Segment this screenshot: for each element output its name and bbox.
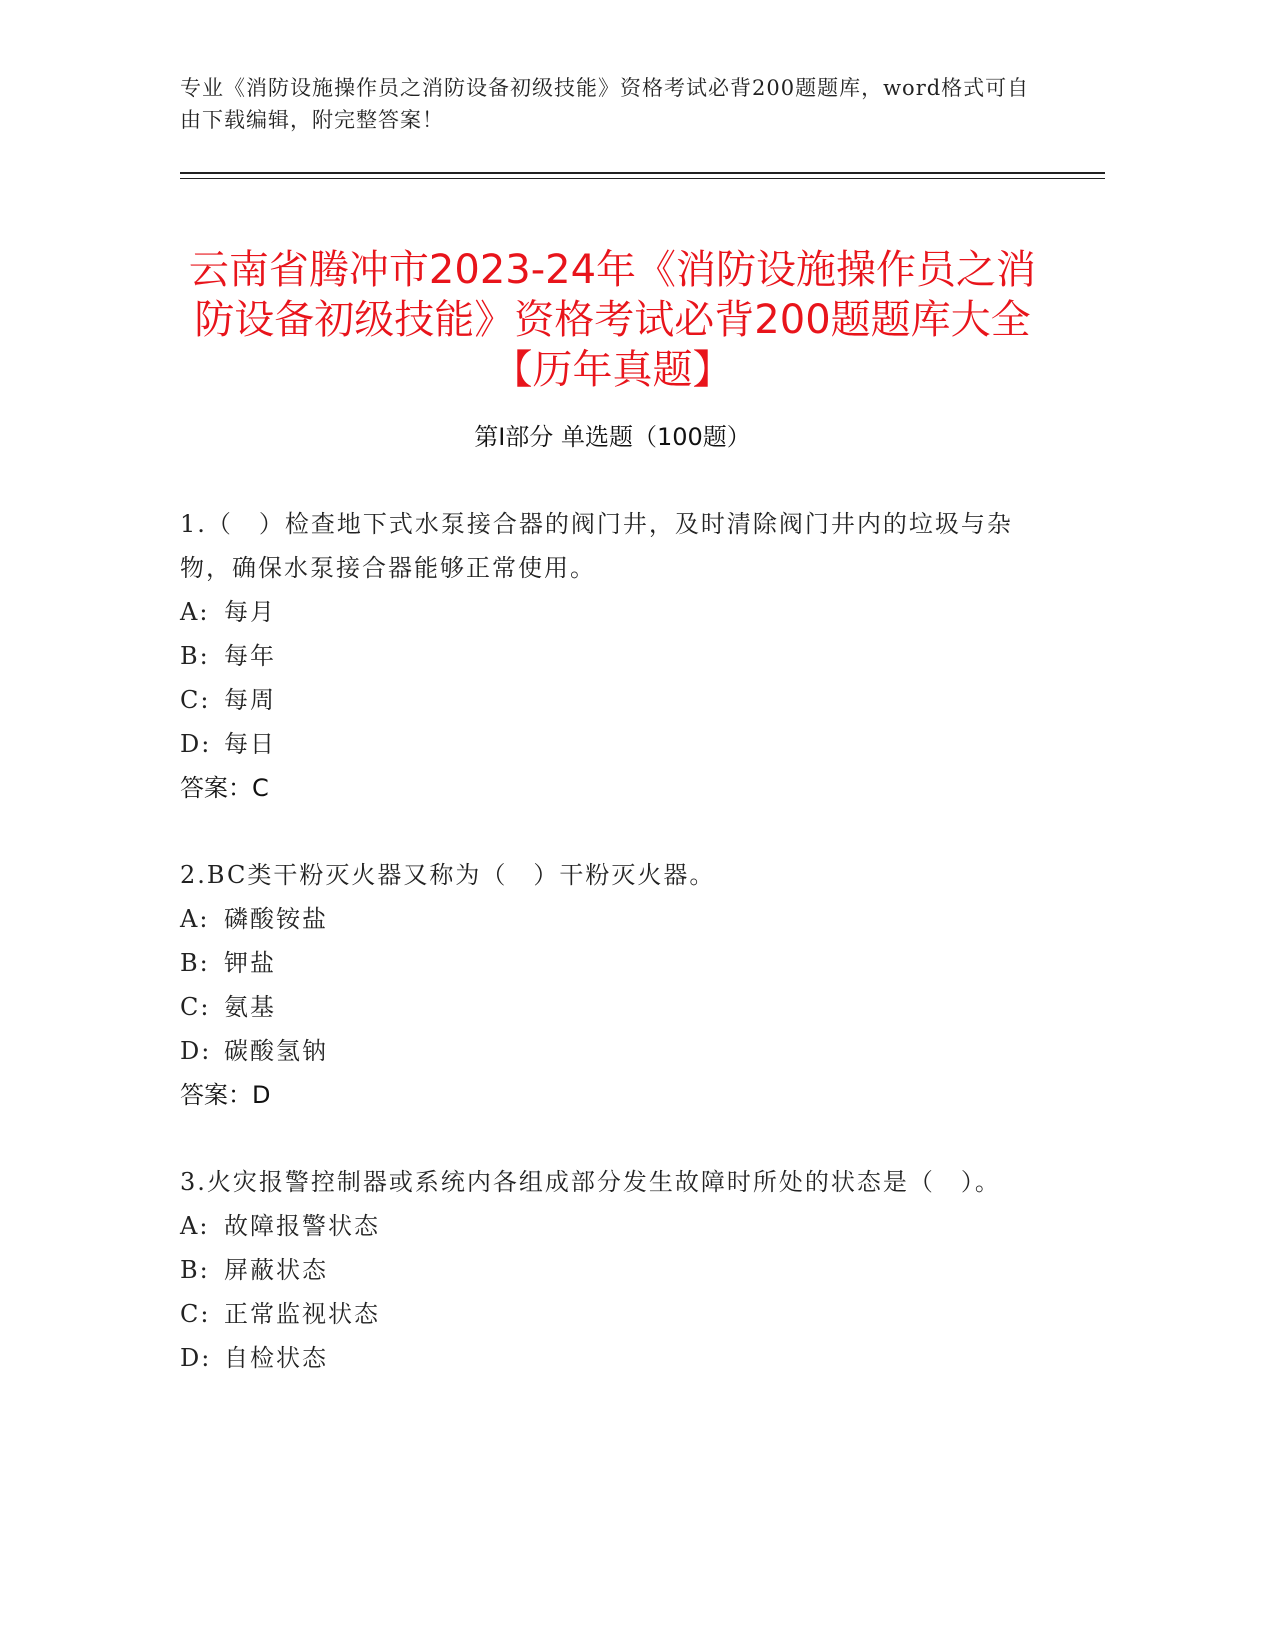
- option-b: [180, 941, 1030, 985]
- option-text: 每月: [224, 598, 276, 626]
- option-key: D:: [180, 1037, 212, 1065]
- answer-line: 答案：C: [180, 774, 269, 802]
- section-title: 第Ⅰ部分 单选题（100题）: [474, 423, 751, 451]
- option-c: [180, 1292, 1030, 1336]
- option-text: 自检状态: [224, 1344, 328, 1372]
- option-text: 屏蔽状态: [224, 1256, 328, 1284]
- option-c: [180, 985, 1030, 1029]
- header-rule-thick: [180, 172, 1105, 174]
- header-rule-thin: [180, 178, 1105, 179]
- option-key: C:: [180, 686, 211, 714]
- option-key: B:: [180, 949, 210, 977]
- option-key: D:: [180, 1344, 212, 1372]
- question-2: [180, 853, 1030, 1117]
- option-text: 碳酸氢钠: [224, 1037, 328, 1065]
- question-stem: 1.（ ）检查地下式水泵接合器的阀门井，及时清除阀门井内的垃圾与杂物，确保水泵接合器能够正常使用。: [180, 510, 1013, 582]
- question-1: [180, 502, 1030, 810]
- question-3: [180, 1160, 1030, 1380]
- option-key: D:: [180, 730, 212, 758]
- option-text: 磷酸铵盐: [224, 905, 328, 933]
- option-key: C:: [180, 1300, 211, 1328]
- option-key: A:: [180, 598, 210, 626]
- option-a: [180, 1204, 1030, 1248]
- option-b: [180, 634, 1030, 678]
- option-key: B:: [180, 642, 210, 670]
- option-key: A:: [180, 905, 210, 933]
- option-text: 正常监视状态: [224, 1300, 380, 1328]
- option-d: [180, 1336, 1030, 1380]
- question-stem: 2.BC类干粉灭火器又称为（ ）干粉灭火器。: [180, 861, 716, 889]
- option-d: [180, 1029, 1030, 1073]
- option-text: 每年: [224, 642, 276, 670]
- option-text: 钾盐: [224, 949, 276, 977]
- question-stem: 3.火灾报警控制器或系统内各组成部分发生故障时所处的状态是（ ）。: [180, 1168, 1001, 1196]
- option-a: [180, 590, 1030, 634]
- option-text: 每周: [224, 686, 276, 714]
- document-title: 云南省腾冲市2023-24年《消防设施操作员之消防设备初级技能》资格考试必背200题题库大全【历年真题】: [188, 246, 1037, 393]
- option-text: 故障报警状态: [224, 1212, 380, 1240]
- question-list: [180, 502, 1030, 1423]
- option-c: [180, 678, 1030, 722]
- option-key: C:: [180, 993, 211, 1021]
- option-b: [180, 1248, 1030, 1292]
- option-d: [180, 722, 1030, 766]
- option-text: 氨基: [224, 993, 276, 1021]
- option-key: B:: [180, 1256, 210, 1284]
- answer-line: 答案：D: [180, 1081, 271, 1109]
- option-a: [180, 897, 1030, 941]
- option-text: 每日: [224, 730, 276, 758]
- header-note: 专业《消防设施操作员之消防设备初级技能》资格考试必背200题题库，word格式可自由下载编辑，附完整答案！: [180, 76, 1030, 132]
- option-key: A:: [180, 1212, 210, 1240]
